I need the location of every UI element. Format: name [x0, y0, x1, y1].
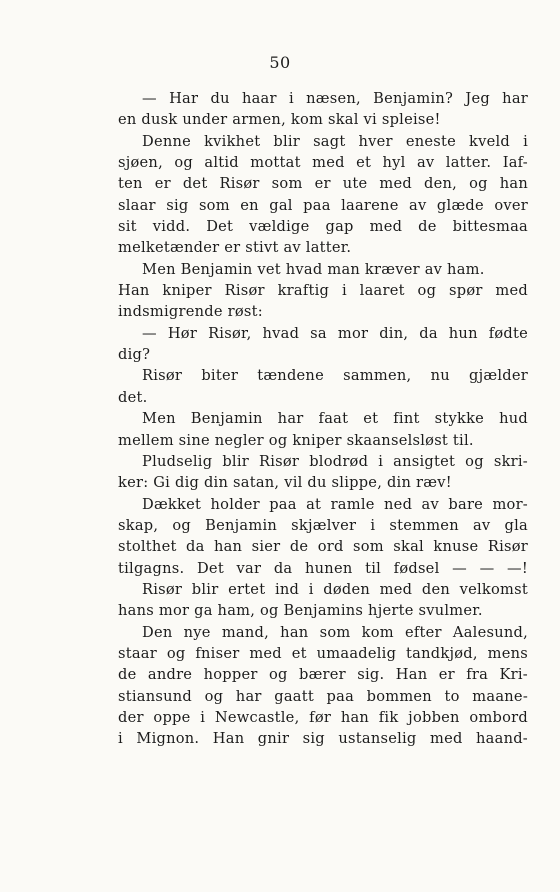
text-line: det. [118, 388, 148, 406]
text-line: Risør biter tændene sammen, nu gjælder [142, 367, 528, 385]
text-line: sit vidd. Det vældige gap med de bittesmaa [118, 218, 528, 236]
text-line: staar og fniser med et umaadelig tandkjød, mens [118, 644, 528, 662]
body-text [118, 88, 528, 750]
text-line: Den nye mand, han som kom efter Aalesund, [142, 623, 528, 641]
text-line: slaar sig som en gal paa laarene av glæde over [118, 196, 528, 214]
text-line: Men Benjamin har faat et fint stykke hud [142, 410, 528, 428]
text-line: melketænder er stivt av latter. [118, 239, 352, 257]
text-line: stolthet da han sier de ord som skal knuse Risør [118, 538, 528, 556]
text-line: mellem sine negler og kniper skaanselsløst til. [118, 431, 474, 449]
text-line: — Hør Risør, hvad sa mor din, da hun fødte [142, 324, 528, 342]
text-line: indsmigrende røst: [118, 303, 263, 321]
text-line: Pludselig blir Risør blodrød i ansigtet og skri- [142, 452, 528, 470]
text-line: skap, og Benjamin skjælver i stemmen av gla [118, 516, 528, 534]
text-line: i Mignon. Han gnir sig ustanselig med haand- [118, 730, 528, 748]
text-line: Han kniper Risør kraftig i laaret og spør med [118, 282, 528, 300]
text-line: ker: Gi dig din satan, vil du slippe, din ræv! [118, 474, 452, 492]
text-line: tilgagns. Det var da hunen til fødsel — — —! [118, 559, 528, 577]
page-number: 50 [269, 53, 291, 72]
text-line: stiansund og har gaatt paa bommen to maane- [118, 687, 528, 705]
text-line: der oppe i Newcastle, før han fik jobben ombord [118, 708, 528, 726]
text-line: sjøen, og altid mottat med et hyl av latter. Iaf- [118, 154, 528, 172]
text-line: hans mor ga ham, og Benjamins hjerte svulmer. [118, 602, 483, 620]
text-line: Men Benjamin vet hvad man kræver av ham. [142, 260, 485, 278]
text-line: Risør blir ertet ind i døden med den velkomst [142, 580, 528, 598]
text-line: Dækket holder paa at ramle ned av bare mor- [142, 495, 528, 513]
text-line: de andre hopper og bærer sig. Han er fra Kri- [118, 666, 528, 684]
text-line: Denne kvikhet blir sagt hver eneste kveld i [142, 132, 528, 150]
text-line: — Har du haar i næsen, Benjamin? Jeg har [142, 90, 528, 107]
text-line: ten er det Risør som er ute med den, og han [118, 175, 528, 193]
text-line: dig? [118, 346, 151, 364]
text-line: en dusk under armen, kom skal vi spleise! [118, 111, 441, 129]
